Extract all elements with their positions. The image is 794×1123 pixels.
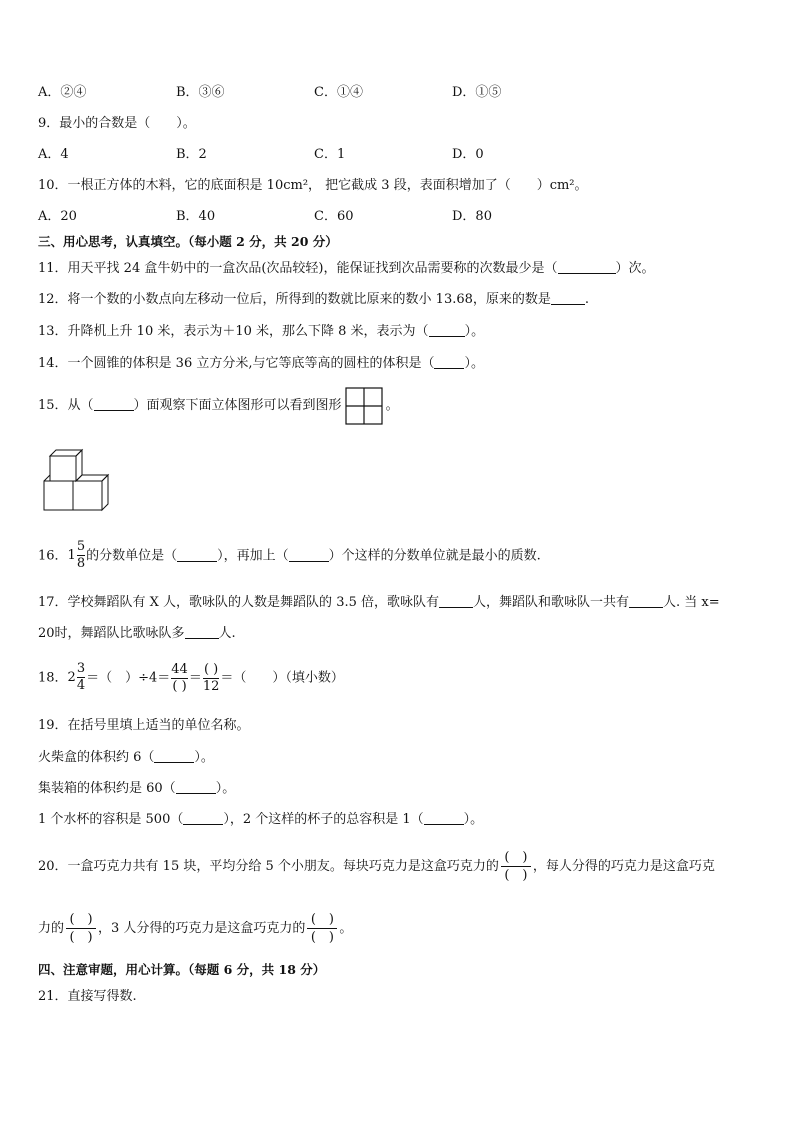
- q9-option-d: D．0: [452, 147, 484, 162]
- q10-option-b: B．40: [176, 209, 216, 224]
- q9-option-b: B．2: [176, 147, 207, 162]
- answer-blank[interactable]: [434, 354, 464, 369]
- answer-blank[interactable]: [558, 259, 616, 274]
- q17-question-line1: 17．学校舞蹈队有 X 人，歌咏队的人数是舞蹈队的 3.5 倍，歌咏队有 人，舞蹈队和歌咏队一共有 人. 当 x=: [38, 595, 720, 610]
- q18-question: 18．2 $\frac{3}{4}$ ＝（ ）÷4＝ $\frac{44}{( )}$ ＝ $\frac{( )}{12}$ ＝（ ）（填小数）: [38, 658, 344, 699]
- square-grid-view-icon: [345, 387, 383, 425]
- answer-blank[interactable]: [429, 322, 465, 337]
- q10-option-d: D．80: [452, 209, 492, 224]
- q9-question: 9．最小的合数是（ ）。: [38, 116, 196, 131]
- section-3-heading: 三、用心思考，认真填空。（每小题 2 分，共 20 分）: [38, 234, 338, 249]
- answer-blank[interactable]: [94, 396, 134, 411]
- q9-option-c: C．1: [314, 147, 346, 162]
- stacked-cubes-figure-icon: [40, 447, 110, 513]
- answer-blank[interactable]: [551, 290, 585, 305]
- mixed-number: 1 $\frac{5}{8}$: [67, 539, 86, 571]
- q12-question: 12．将一个数的小数点向左移动一位后，所得到的数就比原来的数小 13.68，原来的数是 .: [38, 292, 590, 307]
- answer-blank[interactable]: [183, 810, 223, 825]
- fraction-blank[interactable]: ( ) ( ): [307, 912, 337, 945]
- q10-question: 10．一根正方体的木料，它的底面积是 10cm²， 把它截成 3 段，表面积增加了（ ）cm²。: [38, 178, 588, 193]
- fraction: $\frac{( )}{12}$: [202, 661, 220, 694]
- q10-option-c: C．60: [314, 209, 354, 224]
- q21-question: 21．直接写得数.: [38, 989, 137, 1004]
- q8-option-c: C．①④: [314, 85, 363, 100]
- q11-question: 11．用天平找 24 盒牛奶中的一盒次品(次品较轻)，能保证找到次品需要称的次数最少是（ ）次。: [38, 261, 655, 276]
- q14-question: 14．一个圆锥的体积是 36 立方分米,与它等底等高的圆柱的体积是（ ）。: [38, 356, 484, 371]
- section-4-heading: 四、注意审题，用心计算。（每题 6 分，共 18 分）: [38, 962, 326, 977]
- q17-question-line2: 20时，舞蹈队比歌咏队多 人.: [38, 626, 236, 641]
- answer-blank[interactable]: [177, 547, 217, 562]
- q20-question-line1: 20．一盒巧克力共有 15 块，平均分给 5 个小朋友。每块巧克力是这盒巧克力的 ( ) ( ) ，每人分得的巧克力是这盒巧克: [38, 850, 715, 883]
- q19-title: 19．在括号里填上适当的单位名称。: [38, 718, 250, 733]
- answer-blank[interactable]: [629, 593, 663, 608]
- answer-blank[interactable]: [154, 748, 194, 763]
- fraction-blank[interactable]: ( ) ( ): [501, 850, 531, 883]
- fraction-blank[interactable]: ( ) ( ): [66, 912, 96, 945]
- answer-blank[interactable]: [439, 593, 473, 608]
- q8-option-d: D．①⑤: [452, 85, 502, 100]
- q8-option-b: B．③⑥: [176, 85, 225, 100]
- answer-blank[interactable]: [289, 547, 329, 562]
- answer-blank[interactable]: [185, 624, 219, 639]
- q10-option-a: A．20: [38, 209, 77, 224]
- q16-question: 16．1 $\frac{5}{8}$ 的分数单位是（ ），再加上（ ）个这样的分数单位就是最小的质数.: [38, 538, 541, 575]
- q13-question: 13．升降机上升 10 米，表示为＋10 米，那么下降 8 米，表示为（ ）。: [38, 324, 485, 339]
- q20-question-line2: 力的 ( ) ( ) ，3 人分得的巧克力是这盒巧克力的 ( ) ( ) 。: [38, 912, 353, 945]
- q8-option-a: A．②④: [38, 85, 87, 100]
- answer-blank[interactable]: [176, 779, 216, 794]
- answer-blank[interactable]: [424, 810, 464, 825]
- q19-line3: 1 个水杯的容积是 500（ ），2 个这样的杯子的总容积是 1（ ）。: [38, 812, 484, 827]
- q19-line2: 集装箱的体积约是 60（ ）。: [38, 781, 236, 796]
- q19-line1: 火柴盒的体积约 6（ ）。: [38, 750, 214, 765]
- mixed-number: 2 $\frac{3}{4}$: [67, 661, 86, 693]
- q15-question: 15．从（ ）面观察下面立体图形可以看到图形 。: [38, 386, 399, 426]
- fraction: $\frac{44}{( )}$: [171, 661, 188, 694]
- q9-option-a: A．4: [38, 147, 69, 162]
